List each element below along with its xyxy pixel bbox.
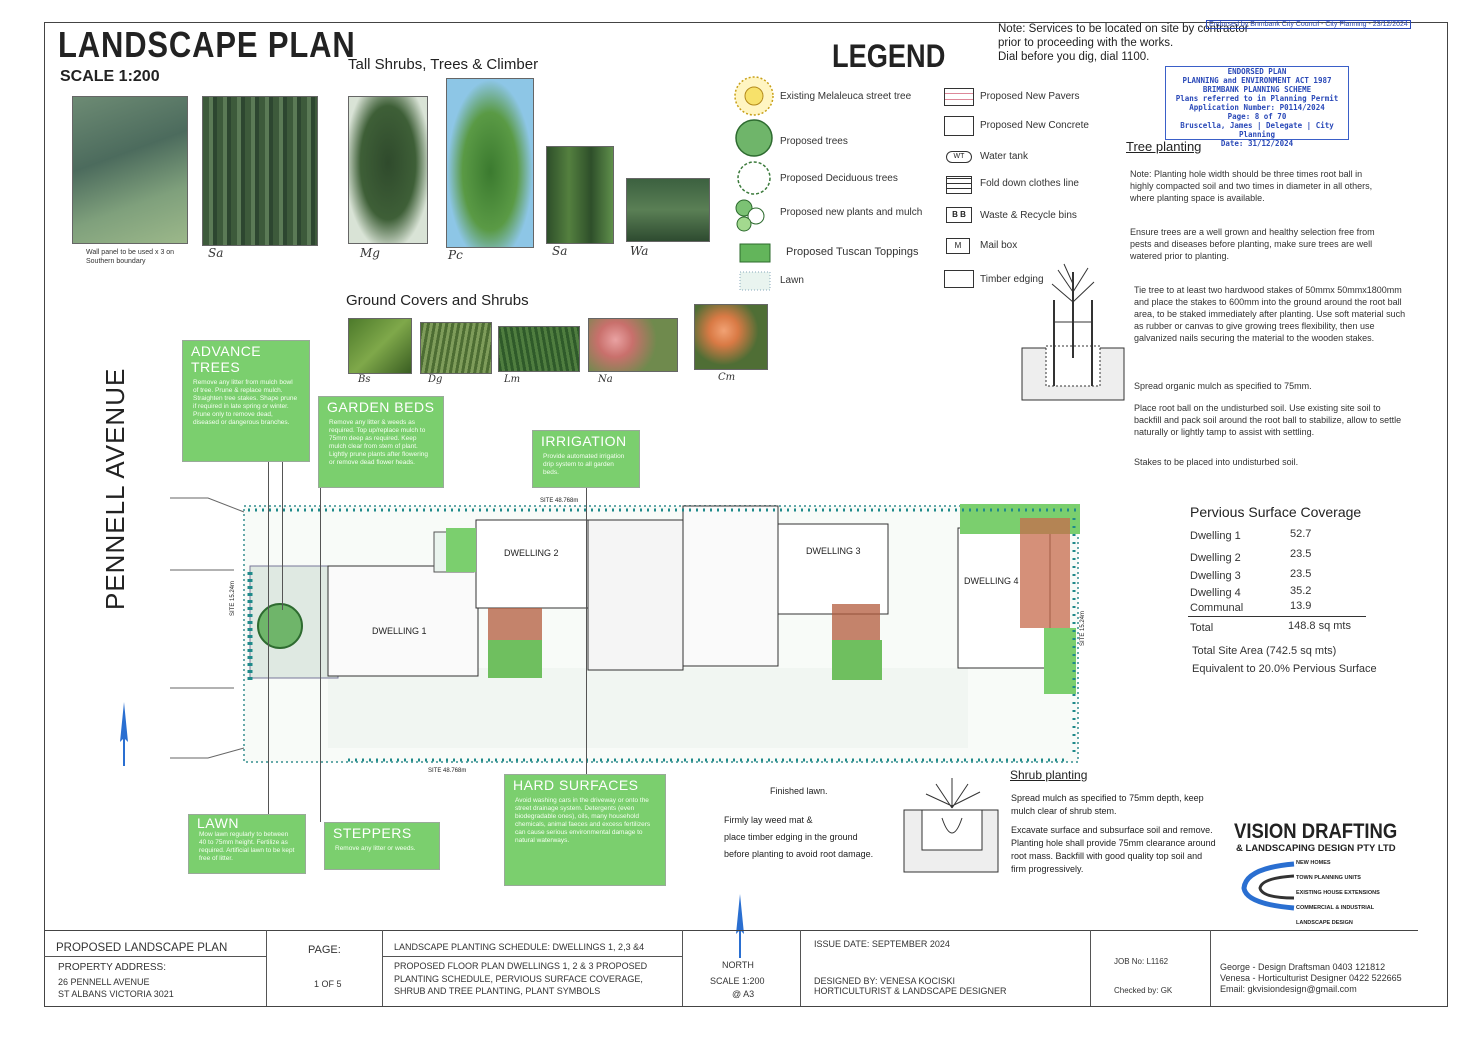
steppers-box: STEPPERS Remove any litter or weeds.	[324, 822, 440, 870]
dwelling-3-garden	[832, 640, 882, 680]
tb-designed-by: DESIGNED BY: VENESA KOCISKI	[814, 976, 956, 986]
legend-tuscan: Proposed Tuscan Toppings	[786, 246, 919, 258]
plants-icon-c	[737, 217, 751, 231]
site-dimension-left: SITE 15.24m	[230, 580, 236, 616]
dwelling-1-plan	[328, 566, 478, 676]
dg-photo	[420, 322, 492, 374]
dwelling-4-label: DWELLING 4	[964, 576, 1019, 586]
pervious-total-label: Total	[1190, 622, 1214, 634]
dwelling-2-garden	[488, 640, 542, 678]
tb-plan-title: PROPOSED LANDSCAPE PLAN	[56, 942, 228, 954]
tree-planting-undisturbed: Stakes to be placed into undisturbed soil.	[1134, 457, 1299, 467]
legend-water-tank: Water tank	[980, 151, 1028, 162]
legend-lawn: Lawn	[780, 275, 804, 286]
tb-north: NORTH	[722, 960, 754, 970]
endorsement-stamp-top: Endorsed by Brimbank City Council - City Planning - 23/12/2024	[1206, 20, 1411, 29]
tb-scale: SCALE 1:200	[710, 976, 765, 986]
tb-vline-5	[1090, 930, 1091, 1006]
pervious-equivalent: Equivalent to 20.0% Pervious Surface	[1192, 663, 1377, 675]
cm-label: Cm	[718, 372, 736, 383]
site-dimension-top: SITE 48.768m	[540, 498, 579, 504]
dwelling-4-deck	[1020, 518, 1070, 628]
scale-label: SCALE 1:200	[60, 68, 160, 85]
tb-page-value: 1 OF 5	[314, 979, 342, 989]
advance-trees-box: ADVANCE TREES Remove any litter from mulch bowl of tree. Prune & replace mulch. Straighten tree stakes. Shape prune if required in late spring or winter. Prune only to remove dead, diseased or dangerous branches.	[182, 340, 310, 462]
bins-icon: B B	[946, 207, 972, 223]
tb-paper: @ A3	[732, 989, 755, 999]
ground-covers-heading: Ground Covers and Shrubs	[346, 292, 529, 309]
tb-schedule-title: LANDSCAPE PLANTING SCHEDULE: DWELLINGS 1, 2,3 &4	[394, 942, 645, 952]
legend-deciduous: Proposed Deciduous trees	[780, 173, 898, 184]
legend-plants-mulch: Proposed new plants and mulch	[780, 207, 923, 218]
tree-planting-rootball: Place root ball on the undisturbed soil. Use existing site soil to backfill and pack soil around the root ball to stabilize, allow to settle naturally or lightly tamp to assist with settling.	[1134, 403, 1402, 437]
tb-vline-1	[266, 930, 267, 1006]
pervious-row-2: Dwelling 2	[1190, 552, 1241, 564]
tb-address-1: 26 PENNELL AVENUE	[58, 977, 150, 987]
wall-panel-photo	[72, 96, 188, 244]
proposed-tree-icon	[736, 120, 772, 156]
pervious-row-3: Dwelling 3	[1190, 570, 1241, 582]
sa-label: Sa	[208, 246, 224, 260]
tb-vline-2	[382, 930, 383, 1006]
cm-photo	[694, 304, 768, 370]
water-tank-icon: WT	[946, 151, 972, 163]
legend-bins: Waste & Recycle bins	[980, 210, 1077, 221]
site-plan	[168, 488, 1084, 780]
pervious-divider	[1188, 616, 1366, 617]
wa-photo	[626, 178, 710, 242]
tb-address-2: ST ALBANS VICTORIA 3021	[58, 989, 174, 999]
dwelling-3-deck	[832, 604, 880, 646]
tree-planting-diagram	[1018, 262, 1130, 402]
irrigation-box: IRRIGATION Provide automated irrigation drip system to all garden beds.	[532, 430, 640, 488]
site-dimension-right: SITE 15.24m	[1080, 610, 1086, 646]
company-logo-icon	[1236, 858, 1296, 912]
sa-photo	[202, 96, 318, 246]
endorsement-stamp: ENDORSED PLAN PLANNING and ENVIRONMENT ACT 1987 BRIMBANK PLANNING SCHEME Plans referred to in Planning Permit Application Number: P0114/2024 Page: 8 of 70 Bruscella, James | Delegate | City Planning Date: 31/12/2024	[1165, 66, 1349, 140]
shrub-planting-diagram	[902, 778, 1002, 876]
na-label: Na	[598, 374, 613, 385]
title-block-top	[44, 930, 1418, 931]
leader-advance	[282, 460, 283, 610]
dwelling-3-label: DWELLING 3	[806, 546, 861, 556]
legend-timber-edging: Timber edging	[980, 274, 1044, 285]
tree-planting-stakes: Tie tree to at least two hardwood stakes of 50mmx 50mmx1800mm and place the stakes to 600mm into the ground around the root ball area, to be staked immediately after planting. Use soft material such as rubber or canvas to give growing trees flexibility, then use galvanized nails securing the material to the wooden stakes.	[1134, 285, 1406, 343]
weed-mat-note: Firmly lay weed mat & place timber edging in the ground before planting to avoid root damage.	[724, 815, 874, 859]
pc-label: Pc	[448, 248, 463, 262]
deciduous-tree-icon	[738, 162, 770, 194]
tb-checked-by: Checked by: GK	[1114, 986, 1173, 995]
north-arrow-icon	[114, 702, 134, 768]
tb-vline-3	[682, 930, 683, 1006]
pc-photo	[446, 78, 534, 248]
tree-planting-mulch: Spread organic mulch as specified to 75mm.	[1134, 381, 1312, 391]
melaleuca-center-icon	[745, 87, 763, 105]
street-name: PENNELL AVENUE	[100, 367, 130, 610]
dwelling-2-label: DWELLING 2	[504, 548, 559, 558]
mg-label: Mg	[360, 246, 380, 260]
dwelling-3-plan	[778, 524, 888, 614]
dg-label: Dg	[428, 374, 443, 385]
tb-page-label: PAGE:	[308, 944, 341, 956]
legend-title: LEGEND	[832, 38, 946, 74]
tree-planting-note: Note: Planting hole width should be three times root ball in highly compacted soil and two times in diameter in all others, where planting space is available.	[1130, 169, 1373, 203]
dwelling-2-plan	[476, 520, 588, 608]
tb-issue-date: ISSUE DATE: SEPTEMBER 2024	[814, 939, 950, 949]
services-note: Note: Services to be located on site by contractor prior to proceeding with the works. Dial before you dig, dial 1100.	[998, 23, 1249, 63]
tb-job-no: JOB No: L1162	[1114, 957, 1169, 966]
legend-concrete: Proposed New Concrete	[980, 120, 1089, 131]
mail-box-icon: M	[946, 238, 970, 254]
pervious-value-3: 23.5	[1290, 568, 1312, 580]
shrub-planting-notes: Spread mulch as specified to 75mm depth, keep mulch clear of shrub stem. Excavate surface and subsurface soil and remove. Planting hole shall provide 75mm clearance around root mass. Backfill with good quality top soil and firm progressively.	[1011, 793, 1216, 874]
tb-vline-4	[800, 930, 801, 1006]
hard-surfaces-box: HARD SURFACES Avoid washing cars in the driveway or onto the street drainage system. Detergents (even biodegradable ones), oils, many household chemicals, animal faeces and excess fertilizers can cause serious environmental damage to natural waterways.	[504, 774, 666, 886]
tb-address-label: PROPERTY ADDRESS:	[58, 962, 166, 973]
page-title: LANDSCAPE PLAN	[58, 24, 356, 65]
north-arrow-titleblock-icon	[730, 894, 750, 960]
tree-planting-heading: Tree planting	[1126, 139, 1202, 154]
mg-photo	[348, 96, 428, 244]
tb-vline-6	[1210, 930, 1211, 1006]
bs-photo	[348, 318, 412, 374]
legend-clothes-line: Fold down clothes line	[980, 178, 1079, 189]
lm-photo	[498, 326, 580, 372]
pervious-row-1: Dwelling 1	[1190, 530, 1241, 542]
clothes-line-icon	[946, 176, 972, 194]
legend-melaleuca: Existing Melaleuca street tree	[780, 91, 912, 102]
tuscan-toppings-icon	[740, 244, 770, 262]
company-subtitle: & LANDSCAPING DESIGN PTY LTD	[1236, 843, 1396, 854]
leader-hard	[586, 486, 587, 776]
pervious-value-2: 23.5	[1290, 548, 1312, 560]
tb-schedule-lines: PROPOSED FLOOR PLAN DWELLINGS 1, 2 & 3 PROPOSED PLANTING SCHEDULE, PERVIOUS SURFACE COVERAGE, SHRUB AND TREE PLANTING, PLANT SYMBOLS	[394, 961, 648, 996]
tb-designer-role: HORTICULTURIST & LANDSCAPE DESIGNER	[814, 986, 1007, 996]
leader-lawn	[268, 460, 269, 822]
site-area: Total Site Area (742.5 sq mts)	[1192, 645, 1337, 657]
leader-steppers	[320, 486, 321, 822]
sa2-label: Sa	[552, 244, 568, 258]
tb-contacts: George - Design Draftsman 0403 121812 Venesa - Horticulturist Designer 0422 522665 Email: gkvisiondesign@gmail.com	[1220, 962, 1402, 994]
pervious-value-4: 35.2	[1290, 585, 1312, 597]
company-services: NEW HOMES TOWN PLANNING UNITS EXISTING HOUSE EXTENSIONS COMMERCIAL & INDUSTRIAL LANDSCAPE DESIGN	[1296, 860, 1380, 926]
title-block-divider-1	[44, 956, 266, 957]
tall-shrubs-heading: Tall Shrubs, Trees & Climber	[348, 56, 539, 73]
pavers-icon	[944, 88, 974, 106]
pervious-value-1: 52.7	[1290, 528, 1312, 540]
title-block-divider-2	[382, 956, 682, 957]
wa-label: Wa	[630, 244, 649, 258]
na-photo	[588, 318, 678, 372]
lawn-icon	[740, 272, 770, 290]
wall-panel-caption: Wall panel to be used x 3 on Southern boundary	[86, 249, 175, 265]
timber-edging-icon	[944, 270, 974, 288]
shrub-planting-heading: Shrub planting	[1010, 768, 1088, 782]
pervious-value-5: 13.9	[1290, 600, 1312, 612]
pervious-row-4: Dwelling 4	[1190, 587, 1241, 599]
concrete-icon	[944, 116, 974, 136]
finished-lawn-label: Finished lawn.	[770, 786, 828, 796]
company-name: VISION DRAFTING	[1234, 820, 1398, 843]
garden-beds-box: GARDEN BEDS Remove any litter & weeds as required. Top up/replace mulch to 75mm deep as required. Keep mulch clear from stem of plant. Lightly prune plants after flowering or remove dead flower heads.	[318, 396, 444, 488]
lm-label: Lm	[504, 374, 521, 385]
legend-mail-box: Mail box	[980, 240, 1018, 251]
legend-pavers: Proposed New Pavers	[980, 91, 1080, 102]
bs-label: Bs	[358, 374, 371, 385]
tree-planting-ensure: Ensure trees are a well grown and healthy selection free from pests and diseases before planting, make sure trees are well watered prior to planting.	[1130, 227, 1375, 261]
pervious-row-5: Communal	[1190, 602, 1244, 614]
legend-symbols-left	[732, 74, 778, 294]
legend-proposed-trees: Proposed trees	[780, 136, 848, 147]
sa2-photo	[546, 146, 614, 244]
dwelling-2-deck	[488, 608, 542, 644]
pervious-total-value: 148.8 sq mts	[1288, 620, 1351, 632]
pervious-heading: Pervious Surface Coverage	[1190, 504, 1362, 520]
site-dimension-bottom: SITE 48.768m	[428, 768, 467, 774]
dwelling-1-label: DWELLING 1	[372, 626, 427, 636]
front-tree-icon	[258, 604, 302, 648]
lawn-box: LAWN Mow lawn regularly to between 40 to 75mm height. Fertilize as required. Artificial lawn to be kept free of litter.	[188, 814, 306, 874]
